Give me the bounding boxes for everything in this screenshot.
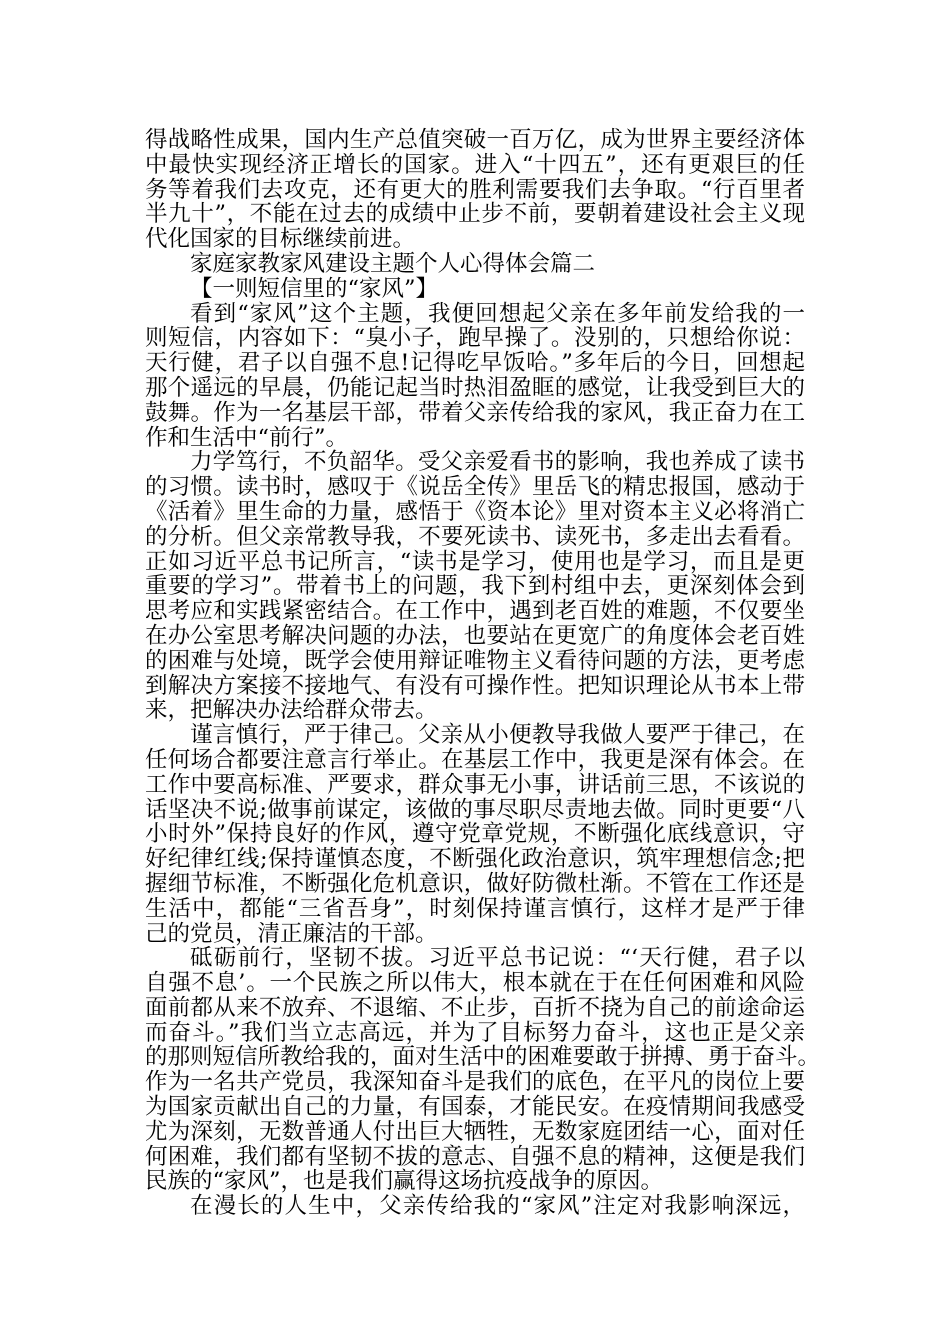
text-line: 作和生活中“前行”。	[145, 424, 349, 451]
text-line: 握细节标准，不断强化危机意识，做好防微杜渐。不管在工作还是	[145, 870, 805, 897]
text-line: 《活着》里生命的力量，感悟于《资本论》里对资本主义必将消亡	[145, 498, 805, 525]
text-line: 思考应和实践紧密结合。在工作中，遇到老百姓的难题，不仅要坐	[145, 598, 805, 625]
subtitle-paragraph	[145, 277, 805, 302]
paragraph-closing	[145, 1194, 805, 1219]
text-line: 何困难，我们都有坚韧不拔的意志、自强不息的精神，这便是我们	[145, 1143, 805, 1170]
text-line: 中最快实现经济正增长的国家。进入“十四五”，还有更艰巨的任	[145, 151, 805, 178]
text-line: 小时外”保持良好的作风，遵守党章党规，不断强化底线意识，守	[145, 821, 805, 848]
text-line: 生活中，都能“三省吾身”，时刻保持谨言慎行，这样才是严于律	[145, 895, 805, 922]
text-line: 来，把解决办法给群众带去。	[145, 697, 438, 724]
subtitle: 【一则短信里的“家风”】	[190, 275, 439, 302]
text-line: 谨言慎行，严于律己。父亲从小便教导我做人要严于律己，在	[190, 722, 805, 749]
text-line: 到解决方案接不接地气、有没有可操作性。把知识理论从书本上带	[145, 672, 805, 699]
text-line: 的习惯。读书时，感叹于《说岳全传》里岳飞的精忠报国，感动于	[145, 474, 805, 501]
text-line: 为国家贡献出自己的力量，有国泰，才能民安。在疫情期间我感受	[145, 1094, 805, 1121]
text-line: 则短信，内容如下：“臭小子，跑早操了。没别的，只想给你说：	[145, 325, 805, 352]
text-line: 民族的“家风”，也是我们赢得这场抗疫战争的原因。	[145, 1168, 664, 1195]
text-line: 面前都从来不放弃、不退缩、不止步，百折不挠为自己的前途命运	[145, 994, 805, 1021]
text-line: 鼓舞。作为一名基层干部，带着父亲传给我的家风，我正奋力在工	[145, 399, 805, 426]
text-line: 在办公室思考解决问题的办法，也要站在更宽广的角度体会老百姓	[145, 622, 805, 649]
text-line: 己的党员，清正廉洁的干部。	[145, 920, 438, 947]
text-line: 看到“家风”这个主题，我便回想起父亲在多年前发给我的一	[190, 300, 805, 327]
paragraph-discipline	[145, 723, 805, 946]
text-line: 的那则短信所教给我的，面对生活中的困难要敢于拼搏、勇于奋斗。	[145, 1044, 821, 1071]
document-body	[145, 127, 821, 1220]
text-line: 尤为深刻，无数普通人付出巨大牺牲，无数家庭团结一心，面对任	[145, 1118, 805, 1145]
text-line: 那个遥远的早晨，仍能记起当时热泪盈眶的感觉，让我受到巨大的	[145, 374, 805, 401]
section-title: 家庭家教家风建设主题个人心得体会篇二	[190, 250, 596, 277]
text-line: 得战略性成果，国内生产总值突破一百万亿，成为世界主要经济体	[145, 127, 805, 153]
text-line: 作为一名共产党员，我深知奋斗是我们的底色，在平凡的岗位上要	[145, 1069, 805, 1096]
text-line: 砥砺前行，坚韧不拔。习近平总书记说：“‘天行健，君子以	[190, 945, 805, 972]
text-line: 务等着我们去攻克，还有更大的胜利需要我们去争取。“行百里者	[145, 176, 805, 203]
text-line: 好纪律红线;保持谨慎态度，不断强化政治意识，筑牢理想信念;把	[145, 846, 805, 873]
paragraph-study	[145, 450, 805, 723]
paragraph-sms	[145, 302, 805, 451]
text-line: 代化国家的目标继续前进。	[145, 226, 416, 253]
text-line: 的困难与处境，既学会使用辩证唯物主义看待问题的方法，更考虑	[145, 647, 805, 674]
text-line: 半九十”，不能在过去的成绩中止步不前，要朝着建设社会主义现	[145, 201, 805, 228]
text-line: 力学笃行，不负韶华。受父亲爱看书的影响，我也养成了读书	[190, 449, 805, 476]
text-line: 重要的学习”。带着书上的问题，我下到村组中去，更深刻体会到	[145, 573, 805, 600]
text-line: 在漫长的人生中，父亲传给我的“家风”注定对我影响深远，	[190, 1193, 805, 1220]
text-line: 任何场合都要注意言行举止。在基层工作中，我更是深有体会。在	[145, 746, 805, 773]
text-line: 工作中要高标准、严要求，群众事无小事，讲话前三思，不该说的	[145, 771, 805, 798]
text-line: 话坚决不说;做事前谋定，该做的事尽职尽责地去做。同时更要“八	[145, 796, 805, 823]
text-line: 天行健，君子以自强不息!记得吃早饭哈。”多年后的今日，回想起	[145, 350, 805, 377]
paragraph-perseverance	[145, 945, 821, 1195]
text-line: 而奋斗。”我们当立志高远，并为了目标努力奋斗，这也正是父亲	[145, 1019, 805, 1046]
text-line: 的分析。但父亲常教导我，不要死读书、读死书，多走出去看看。	[145, 523, 805, 550]
text-line: 正如习近平总书记所言，“读书是学习，使用也是学习，而且是更	[145, 548, 805, 575]
text-line: 自强不息’。一个民族之所以伟大，根本就在于在任何困难和风险	[145, 970, 805, 997]
section-title-paragraph	[145, 252, 805, 277]
intro-paragraph	[145, 128, 805, 252]
